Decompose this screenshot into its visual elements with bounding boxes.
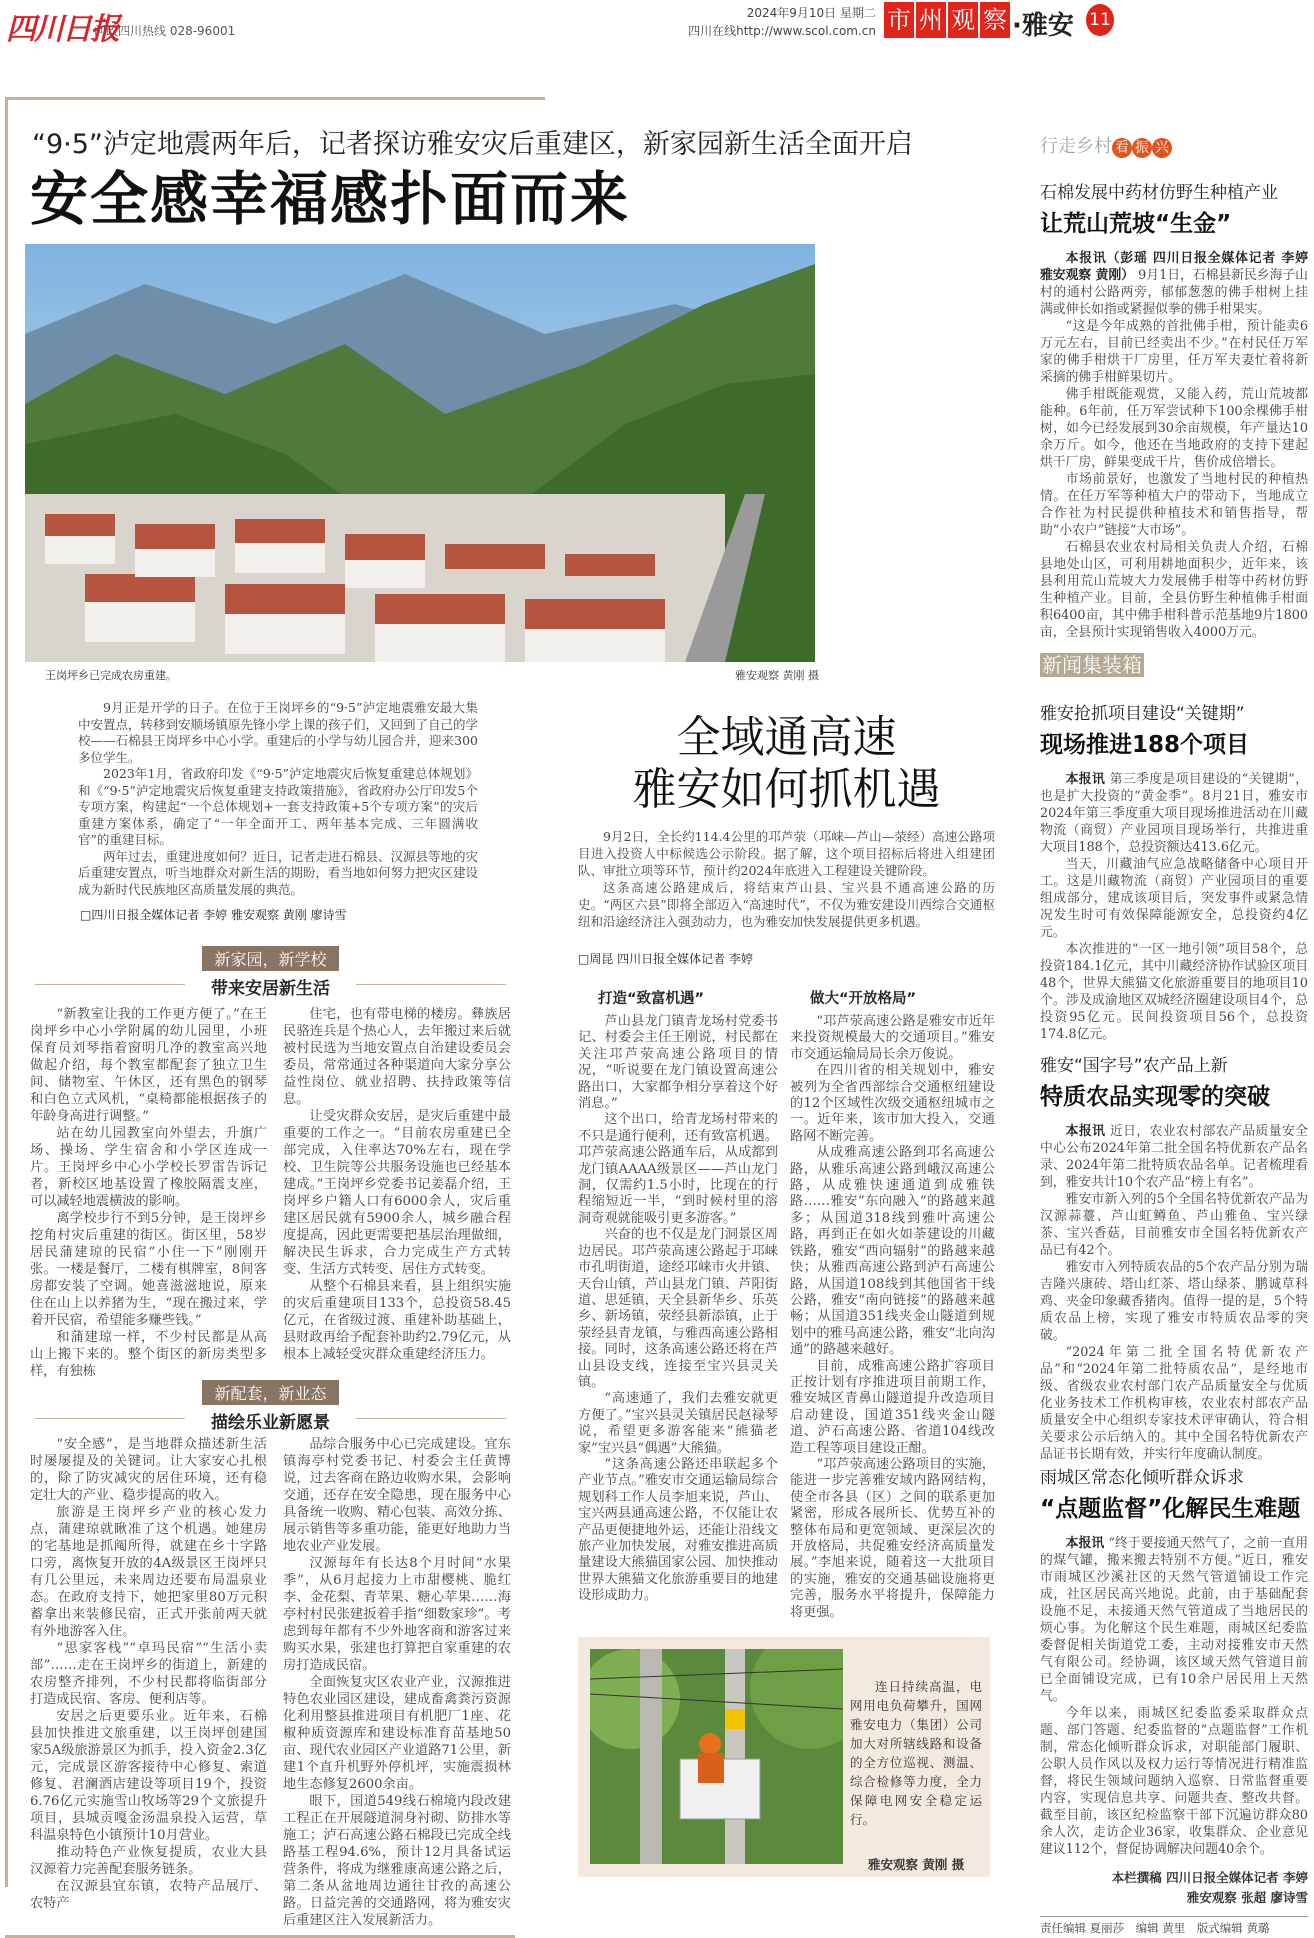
story4-title: “点题监督”化解民生难题 (1040, 1496, 1301, 1522)
paragraph: 目前，成雅高速公路扩容项目正按计划有序推进项目前期工作，雅安城区青鼻山隧道提升改造项目启动建设，国道351线夹金山隧道、泸石高速公路、省道104线改造工程等项目建设正酣。 (790, 1358, 995, 1456)
story3 (1040, 1051, 1308, 1463)
paragraph: 雅安市入列特质农品的5个农产品分别为瑞吉隆兴康砖、塔山红茶、塔山绿茶、鹏诚草科鸡、夹金印象藏香猪肉。值得一提的是，5个特质农品上榜，实现了雅安市特质农品零的突破。 (1040, 1260, 1308, 1343)
divider (35, 984, 185, 985)
story4 (1040, 1463, 1308, 1858)
footer (1040, 1908, 1308, 1938)
section1-col1 (30, 1006, 267, 1380)
dateline: 本报讯 (1065, 1124, 1106, 1139)
paragraph: 眼下，国道549线石棉境内段改建工程正在开展隧道洞身衬砌、防排水等施工；泸石高速公路石棉段已完成全线路基工程94.6%，预计12月具备试运营条件，将成为继雅康高速公路之后，第二条从盆地周边通往甘孜的高速公路。日益完善的交通路网，将为雅安灾后重建区注入发展新活力。 (283, 1794, 511, 1928)
kicker (1040, 132, 1308, 178)
paragraph: 9月正是开学的日子。在位于王岗坪乡的“9·5”泸定地震雅安最大集中安置点，转移到安顺场镇原先锋小学上课的孩子们，又回到了自己的学校——石棉县王岗坪乡中心小学。重建后的小学与幼儿园合并，迎来300多位学生。 (78, 700, 479, 765)
paragraph: 旅游是王岗坪乡产业的核心发力点，蒲建琼就瞅准了这个机遇。她建房的宅基地是抓阄所得，就建在乡十字路口旁，离恢复开放的4A级景区王岗坪只有几公里远，未来周边还要布局温泉业态。在政府支持下，她把家里80万元积蓄拿出来装修民宿，正式开张前两天就有外地游客入住。 (30, 1505, 267, 1639)
story2-body (1040, 771, 1308, 1043)
highway-intro (578, 828, 995, 944)
story4-body (1040, 1535, 1308, 1858)
story2 (1040, 699, 1308, 1051)
lead-title: 安全感幸福感扑面而来 (30, 165, 631, 233)
paragraph: 全面恢复灾区农业产业，汉源推进特色农业园区建设，建成畜禽粪污资源化利用整县推进项目有机肥厂1座、花椒种质资源库和建设标准育苗基地50亩、现代农业园区产业道路71公里，新建1个直升机野外停机坪，实施震损林地生态修复2600余亩。 (283, 1675, 511, 1792)
paragraph: 住宅，也有带电梯的楼房。彝族居民骆连兵是个热心人，去年搬过来后就被村民选为当地安置点自治建设委员会委员，常常通过各种渠道向大家分享公益性岗位、就业招聘、扶持政策等信息。 (283, 1007, 511, 1107)
highway-col2-head: 做大“开放格局” (810, 991, 917, 1007)
column-char: 观 (948, 2, 978, 38)
power-photo-caption (850, 1677, 982, 1829)
website: 四川在线http://www.scol.com.cn (688, 24, 876, 38)
power-photo-box (578, 1637, 990, 1877)
page-number: 11 (1086, 4, 1114, 36)
section-header-1 (30, 946, 511, 998)
story3-subtitle: 雅安“国字号”农产品上新 (1040, 1056, 1228, 1076)
highway-columns (578, 987, 995, 1623)
paragraph: 佛手柑既能观赏，又能入药，荒山荒坡都能种。6年前，任万军尝试种下100余棵佛手柑树，如今已经发展到30余亩规模，年产量达10余万斤。如今，他还在当地政府的支持下建起烘干厂房，鲜果变成干片，售价成倍增长。 (1040, 387, 1308, 470)
column-char: 州 (916, 2, 946, 38)
paragraph: “高速通了，我们去雅安就更方便了。”宝兴县灵关镇居民赵禄琴说，希望更多游客能来“熊猫老家”宝兴县“偶遇”大熊猫。 (578, 1391, 778, 1456)
paragraph (1040, 771, 1308, 856)
highway-col1-head: 打造“致富机遇” (598, 991, 705, 1007)
byline-line: 本栏撰稿 四川日报全媒体记者 李婷 (1111, 1870, 1308, 1885)
section-title: 描绘乐业新愿景 (211, 1413, 330, 1433)
city-name: ·雅安 (1012, 11, 1074, 41)
right-byline (1040, 1868, 1308, 1908)
news-box-text: 新闻集装箱 (1042, 653, 1142, 677)
paragraph: 和蒲建琼一样，不少村民都是从高山上搬下来的。整个街区的新房类型多样，有独栋 (30, 1330, 267, 1379)
lead-photo-credit: 雅安观察 黄刚 摄 (735, 669, 819, 682)
story2-title: 现场推进188个项目 (1040, 732, 1250, 758)
paragraph (1040, 1535, 1308, 1705)
paragraph: 两年过去，重建进度如何？近日，记者走进石棉县、汉源县等地的灾后重建安置点，听当地群众对新生活的期盼，看当地如何努力把灾区建设成为新时代民族地区高质量发展的典范。 (78, 848, 479, 897)
story4-subtitle: 雨城区常态化倾听群众诉求 (1040, 1468, 1244, 1488)
lead-story-body (30, 700, 511, 1938)
frame-border-left (5, 97, 8, 1887)
highway-byline: □周昆 四川日报全媒体记者 李婷 (578, 952, 753, 966)
paragraph: “邛芦荥高速公路项目的实施，能进一步完善雅安域内路网结构，使全市各县（区）之间的联系更加紧密，形成各展所长、优势互补的整体布局和更宽领域、更深层次的开放格局，共促雅安经济高质量发展。”李旭来说，随着这一大批项目的实施，雅安的交通基础设施将更完善，服务水平将提升，保障能力将更强。 (790, 1456, 995, 1620)
section1-col2 (283, 1006, 511, 1380)
kicker-badge: 兴 (1152, 138, 1172, 158)
paragraph: 当天，川藏油气应急战略储备中心项目开工。这是川藏物流（商贸）产业园项目的重要组成部分，建成该项目后，突发事件或紧急情况发生时可有效保障能源安全，总投资约4亿元。 (1040, 857, 1308, 940)
issue-date: 2024年9月10日 星期二 (746, 6, 876, 20)
highway-story (578, 712, 995, 1877)
story1-title: 让荒山荒坡“生金” (1040, 211, 1232, 237)
lead-photo (25, 244, 815, 662)
story1-subtitle: 石棉发展中药材仿野生种植产业 (1040, 183, 1278, 203)
paragraph: 安居之后更要乐业。近年来，石棉县加快推进文旅重建，以王岗坪创建国家5A级旅游景区为抓手，投入资金2.3亿元，完成景区游客接待中心修复、索道修复、君澜酒店建设等项目19个，投资6.76亿元实施雪山牧场等29个文旅提升项目，县城贡嘎金汤温泉投入运营，草科温泉特色小镇预计10月营业。 (30, 1709, 267, 1843)
dateline: 本报讯 (1065, 1536, 1105, 1551)
paragraph: 品综合服务中心已完成建设。宜东镇海亭村党委书记、村委会主任黄博说，过去客商在路边收购水果，会影响交通，还存在安全隐患，现在服务中心具备统一收购、精心包装、高效分拣、展示销售等多重功能，能更好地助力当地农业产业发展。 (283, 1437, 511, 1554)
paragraph: 雅安市新入列的5个全国名特优新农产品为汉源蒜薹、芦山虹鳟鱼、芦山雅鱼、宝兴绿茶、宝兴香菇，目前雅安市全国名特优新农产品已有42个。 (1040, 1192, 1308, 1258)
section2-columns (30, 1436, 511, 1929)
paragraph: 9月2日，全长约114.4公里的邛芦荥（邛崃—芦山—荥经）高速公路项目进入投资人中标候选公示阶段。据了解，这个项目招标后将进入组建团队、审批立项等环节，预计约2024年底进入工程建设关键阶段。 (578, 829, 995, 878)
column-name (884, 2, 1010, 38)
paragraph: “新教室让我的工作更方便了。”在王岗坪乡中心小学附属的幼儿园里，小班保育员刘琴指着窗明几净的教室高兴地做起介绍，每个教室都配套了独立卫生间、储物室、午休区，还有黑色的钢琴和白色立式风机，“桌椅都能根据孩子的年龄身高进行调整。” (30, 1007, 267, 1124)
paragraph: 在汉源县宜东镇，农特产品展厅、农特产 (30, 1879, 267, 1911)
section1-columns (30, 1006, 511, 1380)
byline-line: 雅安观察 张超 廖诗雪 (1186, 1890, 1308, 1905)
highway-title-line2: 雅安如何抓机遇 (632, 764, 941, 815)
highway-col2-wrap (790, 987, 995, 1623)
paragraph (1040, 250, 1308, 318)
paragraph: “2024年第二批全国名特优新农产品”和“2024年第二批特质农品”，是经地市级、省级农业农村部门农产品质量安全与优质化业务技术工作机构审核，农业农村部农产品质量安全中心组织专家技术评审确认，符合相关要求公示后纳入的。其中全国名特优新农产品证书长期有效，并实行年度确认制度。 (1040, 1345, 1308, 1462)
paragraph: 石棉县农业农村局相关负责人介绍，石棉县地处山区，可利用耕地面积少，近年来，该县利用荒山荒坡大力发展佛手柑等中药材仿野生种植产业。目前，全县仿野生种植佛手柑面积6400亩，其中佛手柑科普示范基地9片1800亩，全县预计实现销售收入4000万元。 (1040, 540, 1308, 640)
lead-photo-caption: 王岗坪乡已完成农房重建。 (45, 669, 177, 682)
divider (35, 1418, 185, 1419)
kicker-badge: 看 (1112, 138, 1132, 158)
paragraph: 从成雅高速公路到邛名高速公路，从雅乐高速公路到峨汉高速公路，从成雅快速通道到成雅铁路……雅安“东向融入”的路越来越多；从国道318线到雅叶高速公路，再到正在如火如荼建设的川藏铁路，雅安“西向辐射”的路越来越快；从雅西高速公路到泸石高速公路，从国道108线到其他国省干线公路，雅安“南向链接”的路越来越畅；从国道351线夹金山隧道到规划中的雅马高速公路，雅安“北向沟通”的路越来越好。 (790, 1145, 995, 1358)
hotline: 问政四川热线 028-96001 (94, 24, 236, 38)
paragraph-text: “终于要接通天然气了，之前一直用的煤气罐，搬来搬去特别不方便。”近日，雅安市雨城区沙溪社区的天然气管道铺设工作完成，社区居民高兴地说。此前，由于基础配套设施不足，未接通天然气管道成了当地居民的烦心事。为化解这个民生难题，雨城区纪委监委督促相关街道党工委，主动对接雅安市天然气有限公司。经协调，该区域天然气管道目前已全面铺设完成，已有10余户居民用上天然气。 (1040, 1536, 1309, 1704)
dateline: 本报讯（彭瑶 四川日报全媒体记者 李婷 雅安观察 黄刚） (1040, 251, 1308, 283)
story1-body (1040, 250, 1308, 641)
section-tag: 新配套，新业态 (202, 1380, 338, 1405)
paragraph: “这是今年成熟的首批佛手柑，预计能卖6万元左右，目前已经卖出不少。”在村民任万军家的佛手柑烘干厂房里，任万军夫妻忙着将新采摘的佛手柑鲜果切片。 (1040, 319, 1308, 385)
paragraph: 推动特色产业恢复提质，农业大县汉源着力完善配套服务链条。 (30, 1845, 267, 1877)
paragraph-text: 第三季度是项目建设的“关键期”，也是扩大投资的“黄金季”。8月21日，雅安市2024年第三季度重大项目现场推进活动在川藏物流（商贸）产业园项目现场举行，共推进重大项目188个，总投资额达413.6亿元。 (1040, 772, 1308, 855)
paragraph: 本次推进的“一区一地引领”项目58个，总投资184.1亿元，其中川藏经济协作试验区项目48个，世界大熊猫文化旅游重要目的地项目10个。涉及成渝地区双城经济圈建设项目4个，总投资95亿元。民间投资项目56个，总投资174.8亿元。 (1040, 942, 1308, 1042)
kicker-badge: 振 (1132, 138, 1152, 158)
paragraph: 兴奋的也不仅是龙门洞景区周边居民。邛芦荥高速公路起于邛崃市孔明街道，途经邛崃市火井镇、天台山镇，芦山县龙门镇、芦阳街道、思延镇，天全县新华乡、乐英乡、新场镇，荥经县新添镇，止于荥经县青龙镇，与雅西高速公路相接。同时，这条高速公路还将在芦山县设支线，连接至宝兴县灵关镇。 (578, 1227, 778, 1390)
section-header-2 (30, 1380, 511, 1432)
paragraph: 这条高速公路建成后，将结束芦山县、宝兴县不通高速公路的历史。“两区六县”即将全部迈入“高速时代”，不仅为雅安建设川西综合交通枢纽和沿途经济注入强劲动力，也为雅安加快发展提供更多机遇。 (578, 880, 995, 929)
paragraph (1040, 1123, 1308, 1191)
paragraph: “这条高速公路还串联起多个产业节点。”雅安市交通运输局综合规划科工作人员李旭来说，芦山、宝兴两县通高速公路，不仅能让农产品更便捷地外运，还能让沿线文旅产业加快发展，对雅安推进高质量建设大熊猫国家公园、加快推动世界大熊猫文化旅游重要目的地建设形成助力。 (578, 1456, 778, 1604)
paragraph: 2023年1月，省政府印发《“9·5”泸定地震灾后恢复重建总体规划》和《“9·5”泸定地震灾后恢复重建支持政策措施》，省政府办公厅印发5个专项方案，构建起“一个总体规划+一套支持政策+5个专项方案”的灾后重建方案体系，确定了“一年全面开工、两年基本完成、三年圆满收官”的重建目标。 (78, 766, 478, 847)
story3-body (1040, 1123, 1308, 1463)
paragraph: 汉源每年有长达8个月时间“水果季”，从6月起接力上市甜樱桃、脆红李、金花梨、青苹果、糖心苹果……海亭村村民张建扳着手指“细数家珍”。考虑到每年都有不少外地客商和游客过来购买水果，张建也打算把自家重建的农房打造成民宿。 (283, 1556, 511, 1673)
paragraph: 芦山县龙门镇青龙场村党委书记、村委会主任王刚说，村民都在关注邛芦荥高速公路项目的情况，“听说要在龙门镇设置高速公路出口，大家都争相分享着这个好消息。” (578, 1014, 778, 1112)
paragraph-text: 9月1日，石棉县新民乡海子山村的通村公路两旁，郁郁葱葱的佛手柑树上挂满或伸长如指或紧握似拳的佛手柑果实。 (1040, 268, 1308, 317)
lead-subtitle: “9·5”泸定地震两年后，记者探访雅安灾后重建区，新家园新生活全面开启 (32, 129, 913, 160)
paragraph: 今年以来，雨城区纪委监委采取群众点题、部门答题、纪委监督的“点题监督”工作机制，常态化倾听群众诉求，对职能部门履职、公职人员作风以及权力运行等情况进行精准监督，将民生领域问题纳入巡察、日常监督重要内容，实现信息共享、问题共查、整改共督。截至目前，该区纪检监察干部下沉遍访群众80余人次，走访企业36家，收集群众、企业意见建议112个，督促协调解决问题40余个。 (1040, 1706, 1308, 1857)
paragraph: 在四川省的相关规划中，雅安被列为全省西部综合交通枢纽建设的12个区域性次级交通枢纽城市之一。近年来，该市加大投入，交通路网不断完善。 (790, 1063, 995, 1144)
power-photo (590, 1649, 843, 1864)
highway-title (578, 712, 995, 816)
paragraph: 让受灾群众安居，是灾后重建中最重要的工作之一。“目前农房重建已全部完成，入住率达70%左右，现在学校、卫生院等公共服务设施也已经基本建成。”王岗坪乡党委书记姜磊介绍，王岗坪乡户籍人口有6000余人，灾后重建区居民就有5900余人，城乡融合程度提高，因此更需要把基层治理做细，解决民生诉求，合力完成生产方式转变、生活方式转变、居住方式转变。 (283, 1109, 511, 1277)
caption-text: 连日持续高温，电网用电负荷攀升，国网雅安电力（集团）公司加大对所辖线路和设备的全方位巡视、测温、综合检修等力度，全力保障电网安全稳定运行。 (850, 1679, 982, 1827)
column-char: 市 (884, 2, 914, 38)
story2-subtitle: 雅安抢抓项目建设“关键期” (1040, 704, 1245, 724)
highway-title-line1: 全域通高速 (676, 712, 897, 763)
newspaper-logo: 四川日报 (6, 12, 118, 47)
divider (356, 984, 506, 985)
frame-border-top (5, 97, 545, 100)
section2-col1 (30, 1436, 267, 1929)
story1 (1040, 178, 1308, 641)
dateline: 本报讯 (1065, 772, 1106, 787)
kicker-text: 行走乡村 (1040, 136, 1112, 157)
divider (356, 1418, 506, 1419)
section-tag: 新家园，新学校 (202, 946, 338, 971)
paragraph: 站在幼儿园教室向外望去，升旗广场、操场、学生宿舍和小学区连成一片。王岗坪乡中心小学校长罗雷告诉记者，新校区地基设置了橡胶隔震支座，可以减轻地震横波的影响。 (30, 1126, 267, 1209)
highway-col1-wrap (578, 987, 778, 1623)
paragraph-text: 近日，农业农村部农产品质量安全中心公布2024年第二批全国名特优新农产品名录、2024年第二批特质农品名单。记者梳理看到，雅安共计10个农产品“榜上有名”。 (1040, 1124, 1309, 1190)
paragraph: “思家客栈”“卓玛民宿”“生活小卖部”……走在王岗坪乡的街道上，新建的农房整齐排列，不少村民都将临街部分打造成民宿、客房、便利店等。 (30, 1641, 267, 1707)
highway-col1 (578, 1014, 778, 1605)
section2-col2 (283, 1436, 511, 1929)
paragraph: “邛芦荥高速公路是雅安市近年来投资规模最大的交通项目。”雅安市交通运输局局长余万俊说。 (790, 1014, 995, 1062)
paragraph: 离学校步行不到5分钟，是王岗坪乡挖角村灾后重建的街区。街区里，58岁居民蒲建琼的民宿“小住一下”刚刚开张。一楼是餐厅，二楼有棋牌室，8间客房都安装了空调。她喜滋滋地说，原来住在山上以养猪为生，“现在搬过来，学着开民宿，希望能多赚些钱。” (30, 1211, 267, 1328)
paragraph: 市场前景好，也激发了当地村民的种植热情。在任万军等种植大户的带动下，当地成立合作社为村民提供种植技术和销售指导，帮助“小农户”链接“大市场”。 (1040, 472, 1308, 538)
column-char: 察 (980, 2, 1010, 38)
power-photo-credit: 雅安观察 黄刚 摄 (868, 1857, 965, 1872)
paragraph: 这个出口，给青龙场村带来的不只是通行便利，还有致富机遇。邛芦荥高速公路通车后，从成都到龙门镇AAAA级景区——芦山龙门洞，仅需约1.5小时，比现在的行程缩短近一半，“到时候村里的溶洞奇观就能吸引更多游客。” (578, 1112, 778, 1226)
highway-col2 (790, 1014, 995, 1621)
story3-title: 特质农品实现零的突破 (1040, 1084, 1270, 1110)
editor-credits: 责任编辑 夏丽莎 编辑 黄里 版式编辑 黄璐 (1040, 1921, 1270, 1935)
section-title: 带来安居新生活 (211, 979, 330, 999)
right-column (1040, 132, 1309, 1935)
paragraph: “安全感”，是当地群众描述新生活时屡屡提及的关键词。让大家安心扎根的，除了防灾减灾的居住环境，还有稳定壮大的产业、稳步提高的收入。 (30, 1437, 267, 1503)
lead-intro (78, 700, 478, 898)
lead-byline: □四川日报全媒体记者 李婷 雅安观察 黄刚 廖诗雪 (80, 908, 347, 922)
paragraph: 从整个石棉县来看，县上组织实施的灾后重建项目133个，总投资58.45亿元，在省级过渡、重建补助基础上，县财政再给予配套补助约2.79亿元，从根本上减轻受灾群众重建经济压力。 (283, 1279, 511, 1362)
news-box-label (1040, 641, 1308, 699)
